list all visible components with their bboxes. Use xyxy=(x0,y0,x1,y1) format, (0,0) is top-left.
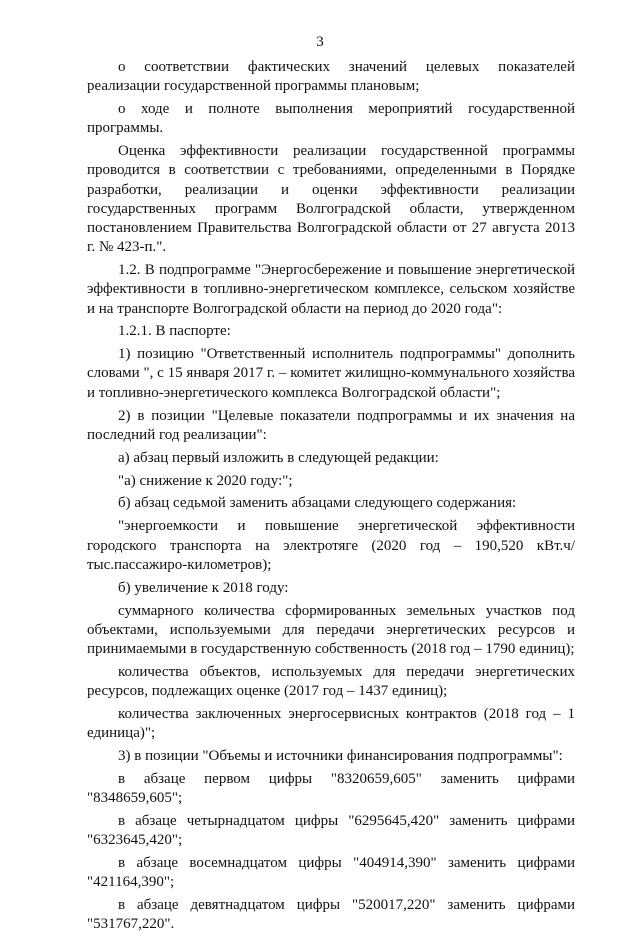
paragraph: б) увеличение к 2018 году: xyxy=(118,579,289,596)
paragraph: а) абзац первый изложить в следующей редакции: xyxy=(118,449,439,466)
paragraph: в абзаце восемнадцатом цифры "404914,390" заменить цифрами "421164,390"; xyxy=(87,855,575,891)
paragraph: количества заключенных энергосервисных контрактов (2018 год – 1 единица)"; xyxy=(87,705,575,742)
document-body xyxy=(87,58,575,938)
page-number: 3 xyxy=(316,34,324,50)
paragraph: о ходе и полноте выполнения мероприятий государственной программы. xyxy=(87,101,575,137)
paragraph: количества объектов, используемых для передачи энергетических ресурсов, подлежащих оценке (2017 год – 1437 единиц); xyxy=(87,663,575,700)
paragraph: 2) в позиции "Целевые показатели подпрограммы и их значения на последний год реализации": xyxy=(87,407,575,443)
paragraph: суммарного количества сформированных земельных участков под объектами, используемыми для передачи энергетических ресурсов и принимаемыми в государственную собственность (2018 год – 1790 единиц); xyxy=(87,602,575,657)
paragraph: в абзаце девятнадцатом цифры "520017,220" заменить цифрами "531767,220". xyxy=(87,897,575,933)
paragraph: 3) в позиции "Объемы и источники финансирования подпрограммы": xyxy=(118,748,563,765)
paragraph: в абзаце четырнадцатом цифры "6295645,420" заменить цифрами "6323645,420"; xyxy=(87,813,575,849)
paragraph: "а) снижение к 2020 году:"; xyxy=(118,472,293,489)
paragraph: "энергоемкости и повышение энергетической эффективности городского транспорта на электротяге (2020 год – 190,520 кВт.ч/тыс.пассажиро-километров); xyxy=(87,518,575,573)
paragraph: б) абзац седьмой заменить абзацами следующего содержания: xyxy=(118,495,517,512)
paragraph: о соответствии фактических значений целевых показателей реализации государственной программы плановым; xyxy=(87,59,575,95)
paragraph: в абзаце первом цифры "8320659,605" заменить цифрами "8348659,605"; xyxy=(87,770,575,807)
paragraph: Оценка эффективности реализации государственной программы проводится в соответствии с требованиями, определенными в Порядке разработки, реализации и оценки эффективности реализации государственных программ Волгоградской области, утвержденном постановлением Правительства Волгоградской области от 27 августа 2013 г. № 423-п.". xyxy=(87,143,575,256)
paragraph: 1) позицию "Ответственный исполнитель подпрограммы" дополнить словами ", с 15 января 2017 г. – комитет жилищно-коммунального хозяйства и топливно-энергетического комплекса Волгоградской области"; xyxy=(87,346,575,401)
paragraph: 1.2. В подпрограмме "Энергосбережение и повышение энергетической эффективности в топливно-энергетическом комплексе, сельском хозяйстве и на транспорте Волгоградской области на период до 2020 года": xyxy=(87,262,575,317)
paragraph: 1.2.1. В паспорте: xyxy=(118,323,231,340)
